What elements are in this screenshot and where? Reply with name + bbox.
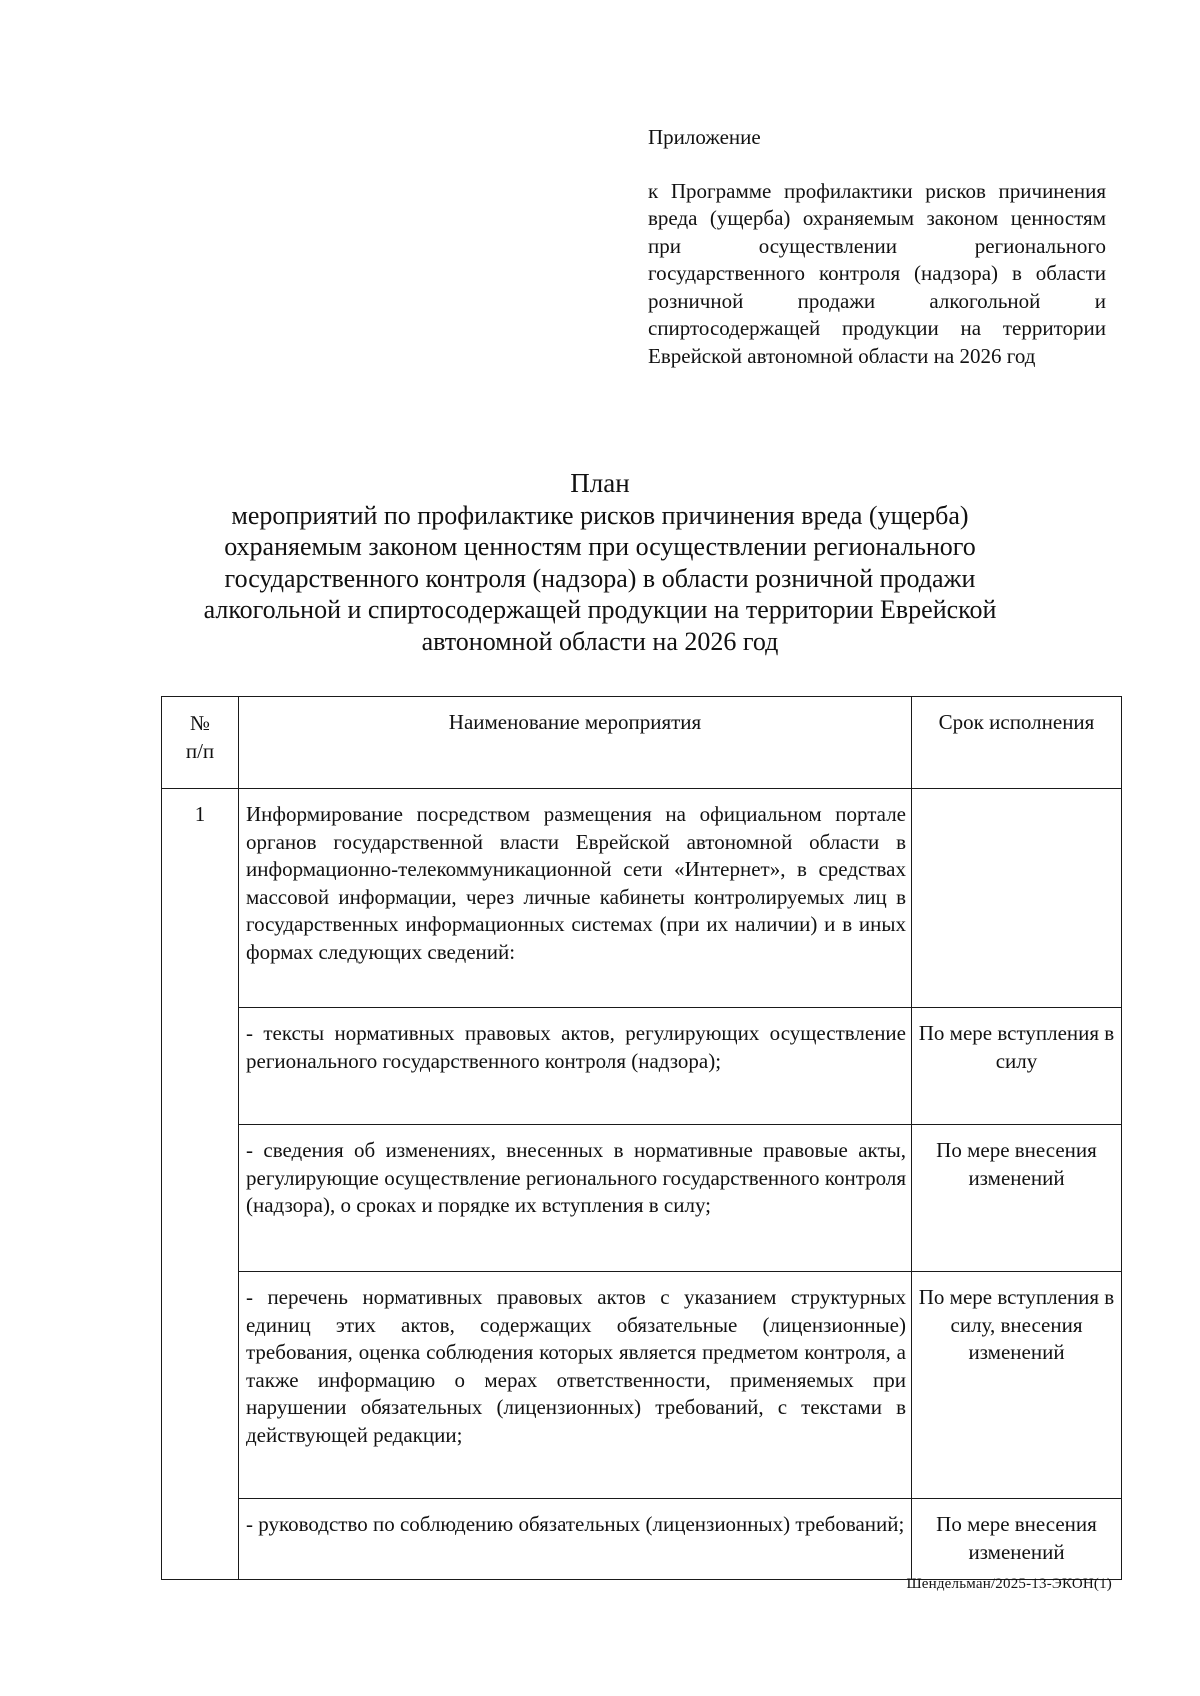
row-term: По мере вступления в силу [912, 1008, 1122, 1125]
plan-heading [170, 468, 1030, 657]
table-header-row [162, 697, 1122, 789]
appendix-heading: Приложение [648, 125, 761, 149]
row-name: - перечень нормативных правовых актов с указанием структурных единиц этих актов, содержащих обязательные (лицензионные) требования, оценка соблюдения которых является предметом контроля, а также информацию о мерах ответственности, применяемых при нарушении обязательных (лицензионных) требований, с текстами в действующей редакции; [239, 1272, 912, 1499]
plan-title: План [570, 468, 630, 498]
header-term: Срок исполнения [912, 697, 1122, 789]
table-row [162, 1125, 1122, 1272]
table-row [162, 1272, 1122, 1499]
header-num-line2: п/п [185, 738, 215, 763]
header-num-line1: № [189, 711, 211, 735]
row-name: Информирование посредством размещения на официальном портале органов государственной власти Еврейской автономной области в информационно-телекоммуникационной сети «Интернет», в средствах массовой информации, через личные кабинеты контролируемых лиц в государственных информационных системах (при их наличии) и в иных формах следующих сведений: [239, 789, 912, 1008]
plan-table [161, 696, 1122, 1580]
header-name: Наименование мероприятия [239, 697, 912, 789]
row-name: - сведения об изменениях, внесенных в нормативные правовые акты, регулирующие осуществление регионального государственного контроля (надзора), о сроках и порядке их вступления в силу; [239, 1125, 912, 1272]
appendix-text: к Программе профилактики рисков причинения вреда (ущерба) охраняемым законом ценностям при осуществлении регионального государственного контроля (надзора) в области розничной продажи алкогольной и спиртосодержащей продукции на территории Еврейской автономной области на 2026 год [648, 178, 1106, 368]
row-name: - тексты нормативных правовых актов, регулирующих осуществление регионального государственного контроля (надзора); [239, 1008, 912, 1125]
row-name: - руководство по соблюдению обязательных (лицензионных) требований; [239, 1499, 912, 1580]
table-row [162, 1008, 1122, 1125]
row-num: 1 [162, 789, 239, 1580]
row-term: По мере внесения изменений [912, 1499, 1122, 1580]
table-row [162, 789, 1122, 1008]
appendix-block [648, 124, 1106, 370]
plan-subtitle: мероприятий по профилактике рисков причинения вреда (ущерба) охраняемым законом ценностям при осуществлении регионального государственного контроля (надзора) в области розничной продажи алкогольной и спиртосодержащей продукции на территории Еврейской автономной области на 2026 год [203, 500, 997, 656]
header-num [162, 697, 239, 789]
row-term [912, 789, 1122, 1008]
document-code: Шендельман/2025-13-ЭКОН(1) [906, 1576, 1112, 1592]
row-term: По мере внесения изменений [912, 1125, 1122, 1272]
row-term: По мере вступления в силу, внесения изменений [912, 1272, 1122, 1499]
table-row [162, 1499, 1122, 1580]
